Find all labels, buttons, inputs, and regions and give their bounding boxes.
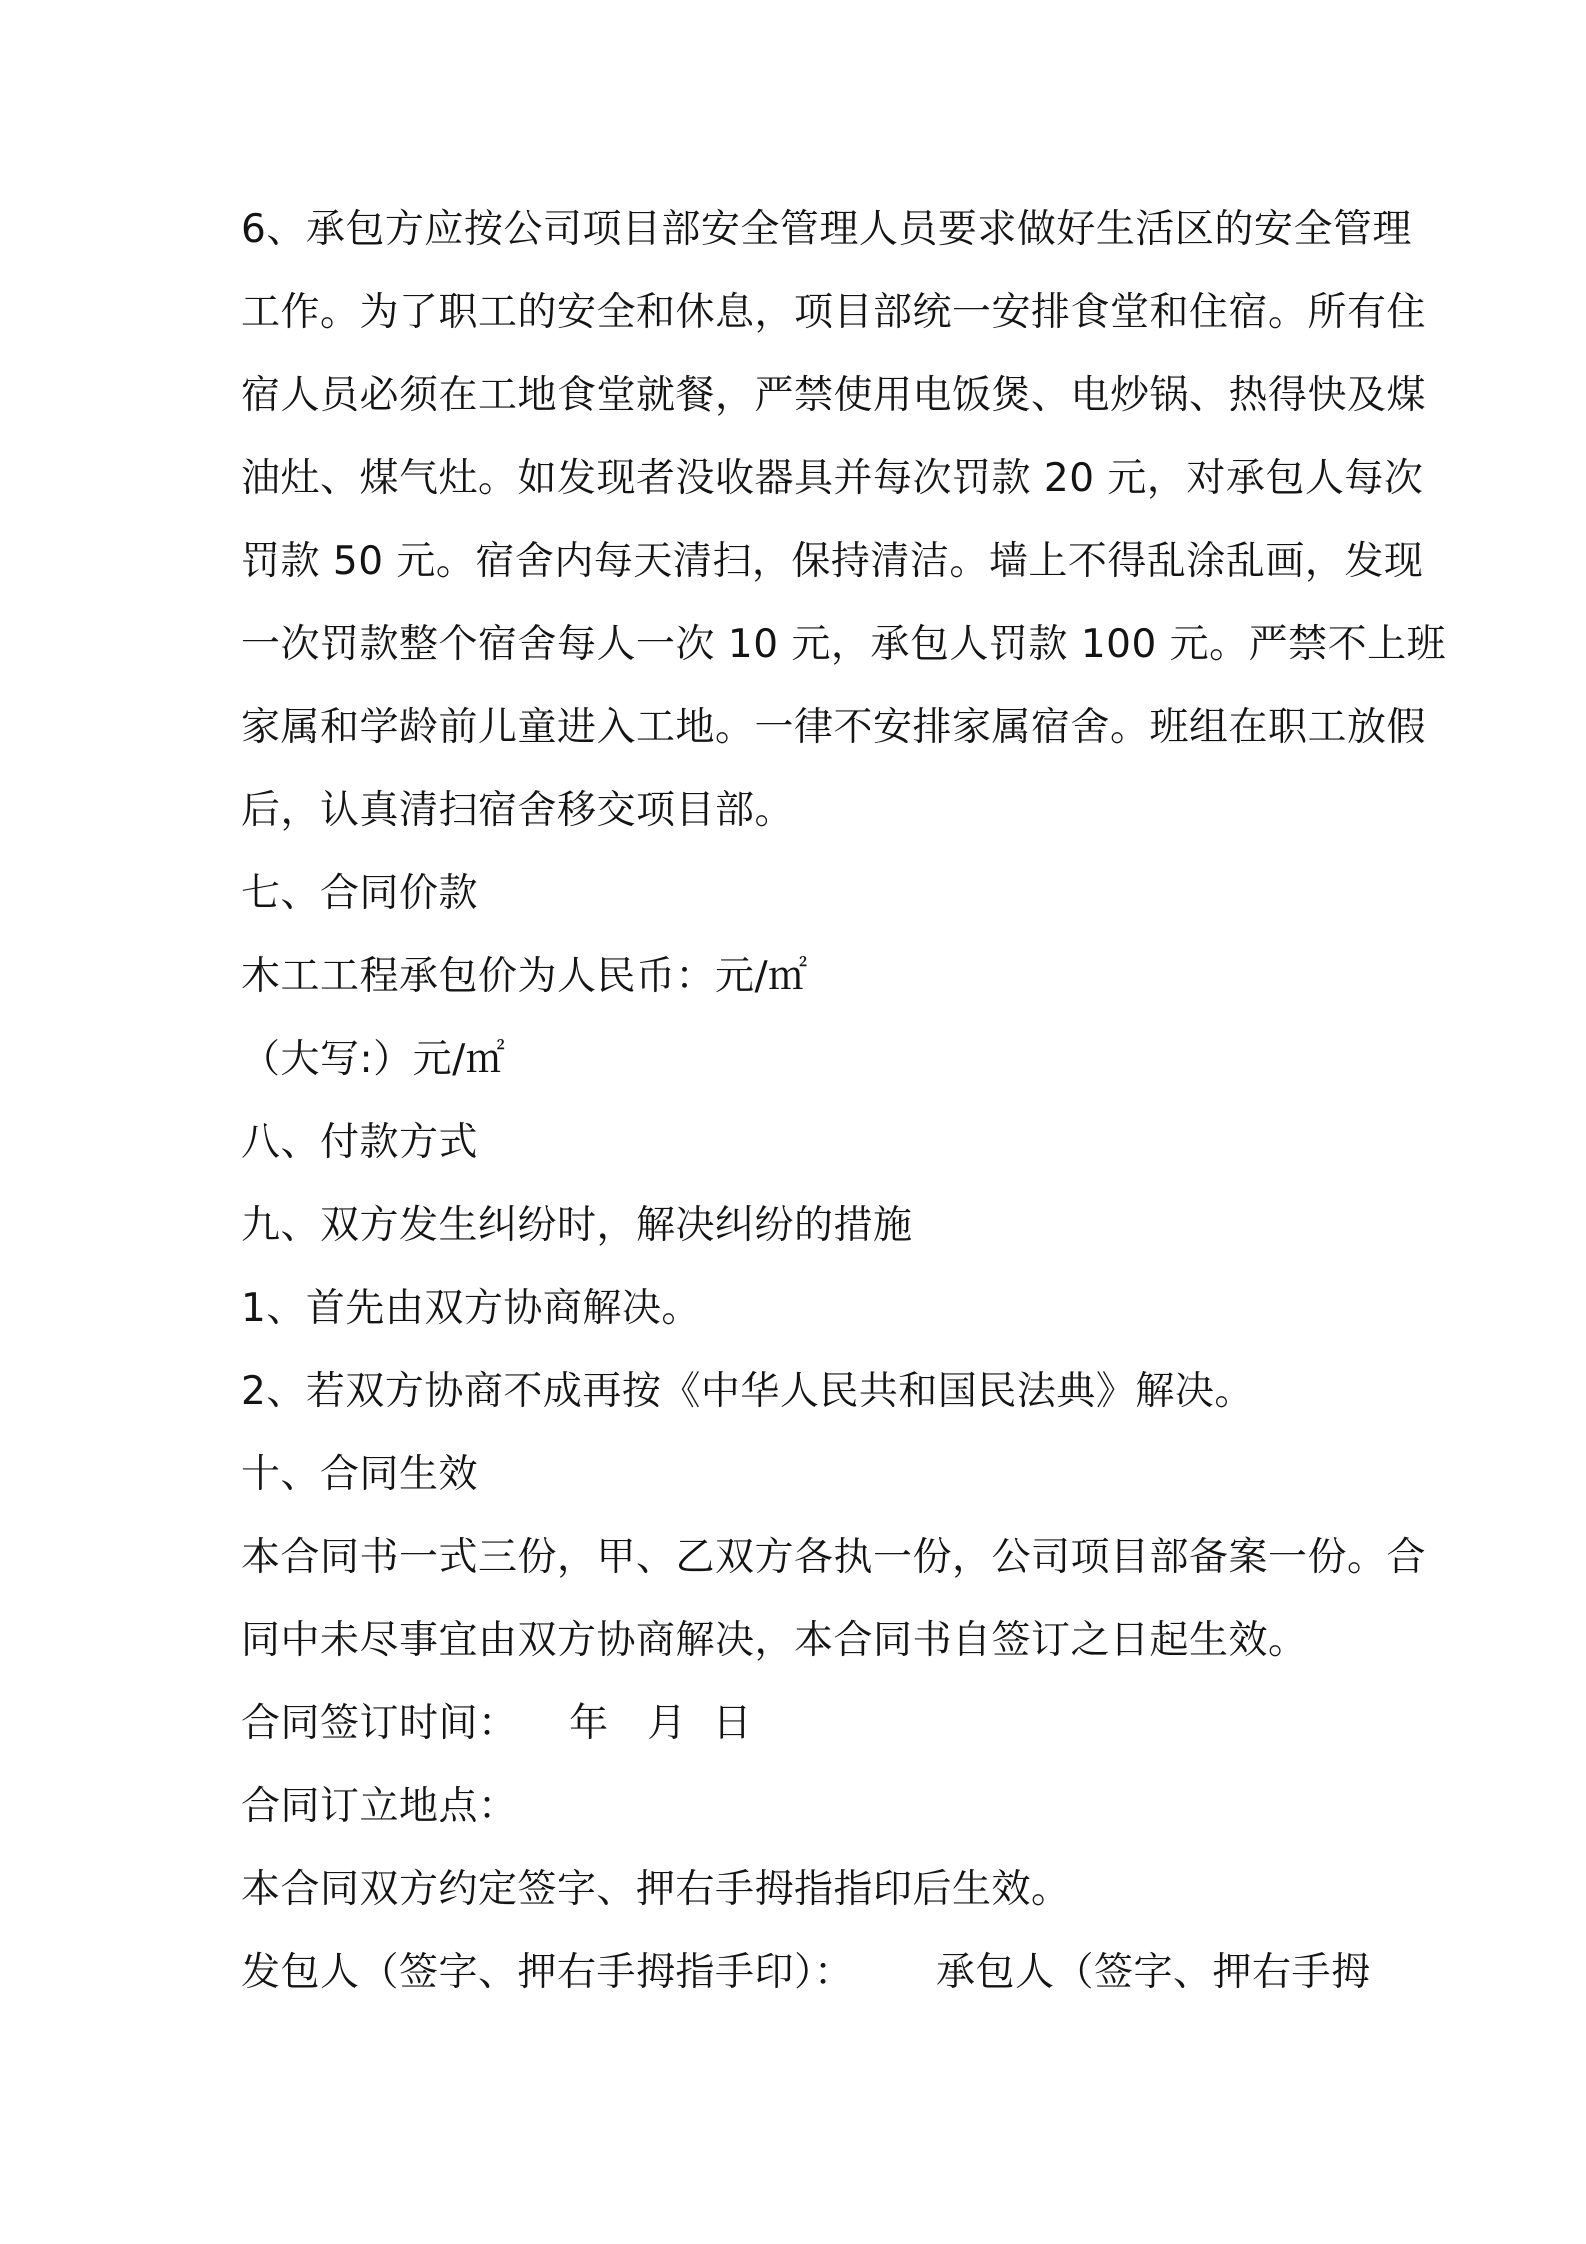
- signature-contractor-label: 承包人（签字、押右手拇: [936, 1950, 1371, 1995]
- dispute-item-1: 1、首先由双方协商解决。: [241, 1286, 701, 1331]
- signature-employer-label: 发包人（签字、押右手拇指手印）：: [241, 1950, 854, 1995]
- signature-row: [241, 1931, 1371, 2014]
- paragraph-6-line-1: 6、承包方应按公司项目部安全管理人员要求做好生活区的安全管理: [241, 207, 1412, 252]
- contract-price-line: 木工工程承包价为人民币：元/㎡: [241, 954, 808, 999]
- effective-note: 本合同双方约定签字、押右手拇指指印后生效。: [241, 1867, 1071, 1912]
- section-8-heading: 八、付款方式: [241, 1120, 479, 1165]
- sign-place-line: 合同订立地点：: [241, 1784, 518, 1829]
- section-9-heading: 九、双方发生纠纷时，解决纠纷的措施: [241, 1203, 913, 1248]
- paragraph-6-line-5: 罚款 50 元。宿舍内每天清扫，保持清洁。墙上不得乱涂乱画，发现: [241, 539, 1424, 584]
- effect-paragraph-line-2: 同中未尽事宜由双方协商解决，本合同书自签订之日起生效。: [241, 1618, 1308, 1663]
- paragraph-6-line-3: 宿人员必须在工地食堂就餐，严禁使用电饭煲、电炒锅、热得快及煤: [241, 373, 1427, 418]
- contract-price-capital-line: （大写:）元/㎡: [241, 1037, 506, 1082]
- sign-date-line: 合同签订时间： 年 月 日: [241, 1701, 753, 1746]
- paragraph-6-line-4: 油灶、煤气灶。如发现者没收器具并每次罚款 20 元，对承包人每次: [241, 456, 1424, 501]
- paragraph-6-line-8: 后，认真清扫宿舍移交项目部。: [241, 788, 795, 833]
- paragraph-6-line-2: 工作。为了职工的安全和休息，项目部统一安排食堂和住宿。所有住: [241, 290, 1427, 335]
- section-10-heading: 十、合同生效: [241, 1452, 479, 1497]
- paragraph-6-line-7: 家属和学龄前儿童进入工地。一律不安排家属宿舍。班组在职工放假: [241, 705, 1427, 750]
- paragraph-6-line-6: 一次罚款整个宿舍每人一次 10 元，承包人罚款 100 元。严禁不上班: [241, 622, 1447, 667]
- effect-paragraph-line-1: 本合同书一式三份，甲、乙双方各执一份，公司项目部备案一份。合: [241, 1535, 1427, 1580]
- section-7-heading: 七、合同价款: [241, 871, 479, 916]
- dispute-item-2: 2、若双方协商不成再按《中华人民共和国民法典》解决。: [241, 1369, 1254, 1414]
